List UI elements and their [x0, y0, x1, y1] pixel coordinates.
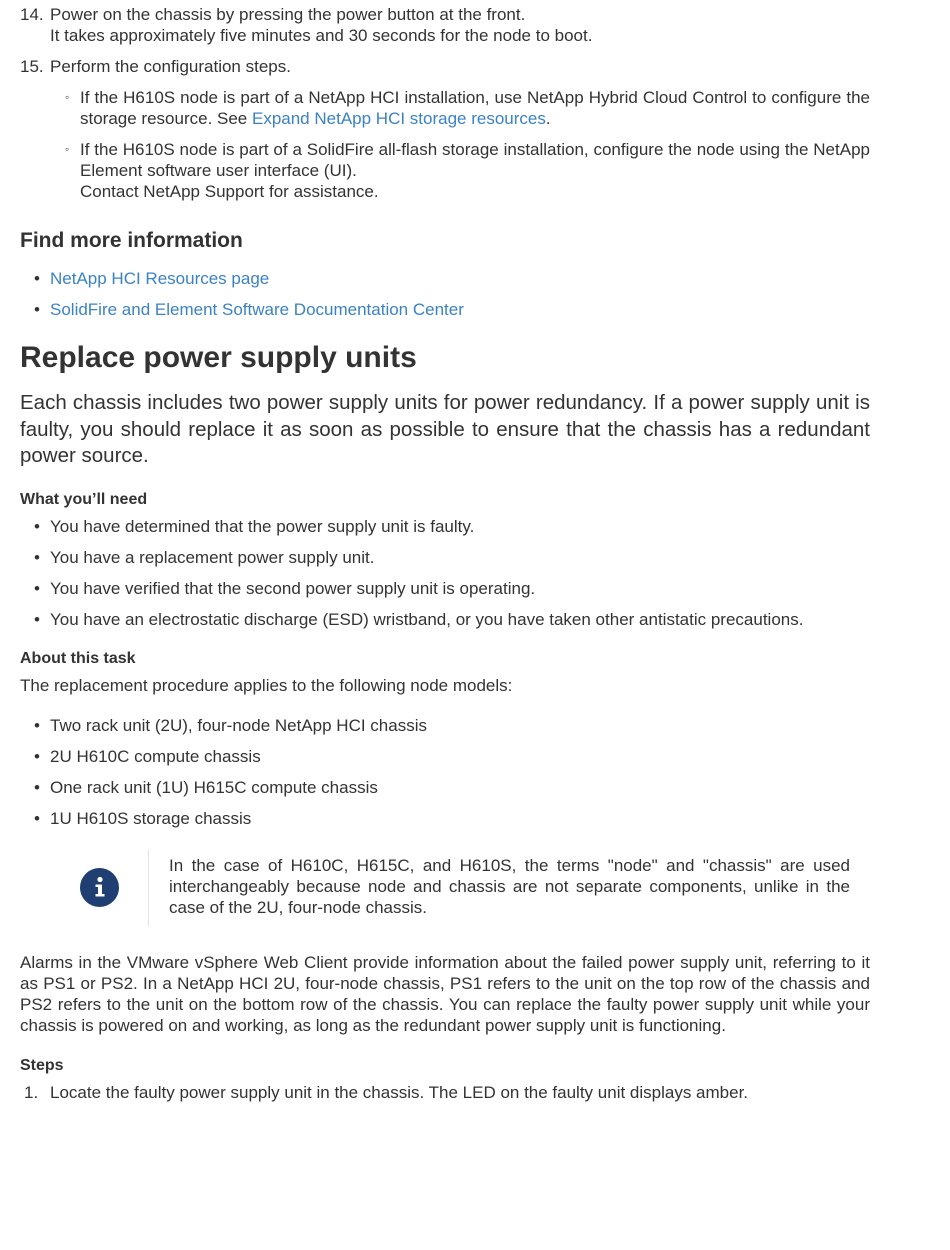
list-item: [20, 268, 870, 289]
list-item-text: 1U H610S storage chassis: [50, 808, 252, 828]
list-item: [20, 746, 870, 767]
bullet-icon: •: [34, 609, 40, 629]
section-title: Replace power supply units: [20, 341, 417, 374]
bullet-icon: •: [34, 547, 40, 567]
note-divider: [148, 850, 149, 926]
step-text: It takes approximately five minutes and 30 seconds for the node to boot.: [50, 26, 593, 45]
bullet-icon: •: [34, 578, 40, 598]
bullet-icon: •: [34, 808, 40, 828]
find-more-heading: Find more information: [20, 229, 243, 252]
expand-storage-link[interactable]: Expand NetApp HCI storage resources: [251, 109, 546, 128]
bullet-icon: •: [34, 300, 40, 319]
info-note: [20, 850, 870, 926]
hci-resources-link[interactable]: NetApp HCI Resources page: [50, 269, 270, 288]
list-item: [20, 777, 870, 798]
sub-item-hci: [20, 87, 870, 129]
about-intro: The replacement procedure applies to the following node models:: [20, 675, 513, 695]
list-item-text: 2U H610C compute chassis: [50, 746, 261, 766]
step-15: [20, 56, 870, 77]
step-text: Locate the faulty power supply unit in the chassis. The LED on the faulty unit displays amber.: [50, 1082, 749, 1102]
list-item: [20, 808, 870, 829]
step-1: [20, 1082, 870, 1103]
step-number: 15.: [20, 57, 44, 76]
list-item: [20, 299, 870, 320]
list-item: [20, 547, 870, 568]
list-item: [20, 578, 870, 599]
list-item: [20, 609, 870, 630]
list-item-text: You have verified that the second power supply unit is operating.: [50, 578, 536, 598]
alarms-paragraph: Alarms in the VMware vSphere Web Client provide information about the failed power supply unit, referring to it as PS1 or PS2. In a NetApp HCI 2U, four-node chassis, PS1 refers to the unit on the top row of the chassis and PS2 refers to the unit on the bottom row of the chassis. You can replace the faulty power supply unit while your chassis is powered on and working, as long as the redundant power supply unit is functioning.: [20, 952, 870, 1035]
circle-bullet-icon: ◦: [65, 90, 70, 104]
bullet-icon: •: [34, 746, 40, 766]
solidfire-docs-link[interactable]: SolidFire and Element Software Documentation Center: [50, 300, 464, 319]
sub-item-text: Contact NetApp Support for assistance.: [80, 182, 379, 201]
sub-item-text: If the H610S node is part of a NetApp HCI installation, use NetApp Hybrid Cloud Control to configure the storage resource. See: [80, 88, 870, 128]
list-item: [20, 715, 870, 736]
bullet-icon: •: [34, 269, 40, 288]
info-icon: [80, 868, 119, 907]
about-label: About this task: [20, 649, 136, 667]
bullet-icon: •: [34, 777, 40, 797]
list-item: [20, 516, 870, 537]
list-item-text: One rack unit (1U) H615C compute chassis: [50, 777, 378, 797]
sub-item-text: If the H610S node is part of a SolidFire all-flash storage installation, configure the node using the NetApp Element software user interface (UI).: [80, 140, 870, 180]
step-number: 14.: [20, 5, 44, 24]
section-lead: Each chassis includes two power supply units for power redundancy. If a power supply unit is faulty, you should replace it as soon as possible to ensure that the chassis has a redundant power source.: [20, 391, 870, 467]
need-label: What you’ll need: [20, 490, 148, 508]
bullet-icon: •: [34, 516, 40, 536]
list-item-text: You have a replacement power supply unit.: [50, 547, 375, 567]
sub-item-text: .: [545, 109, 551, 128]
step-text: Perform the configuration steps.: [50, 57, 291, 76]
list-item-text: Two rack unit (2U), four-node NetApp HCI chassis: [50, 715, 427, 735]
sub-item-solidfire: [20, 139, 870, 202]
note-text: In the case of H610C, H615C, and H610S, the terms "node" and "chassis" are used interchangeably because node and chassis are not separate components, unlike in the case of the 2U, four-node chassis.: [169, 855, 850, 917]
step-text: Power on the chassis by pressing the power button at the front.: [50, 5, 526, 24]
circle-bullet-icon: ◦: [65, 142, 70, 156]
bullet-icon: •: [34, 715, 40, 735]
steps-label: Steps: [20, 1056, 64, 1074]
step-14: [20, 4, 870, 46]
list-item-text: You have an electrostatic discharge (ESD) wristband, or you have taken other antistatic precautions.: [50, 609, 804, 629]
step-number: 1.: [24, 1082, 39, 1102]
document-page: [20, 4, 870, 1103]
list-item-text: You have determined that the power supply unit is faulty.: [50, 516, 475, 536]
